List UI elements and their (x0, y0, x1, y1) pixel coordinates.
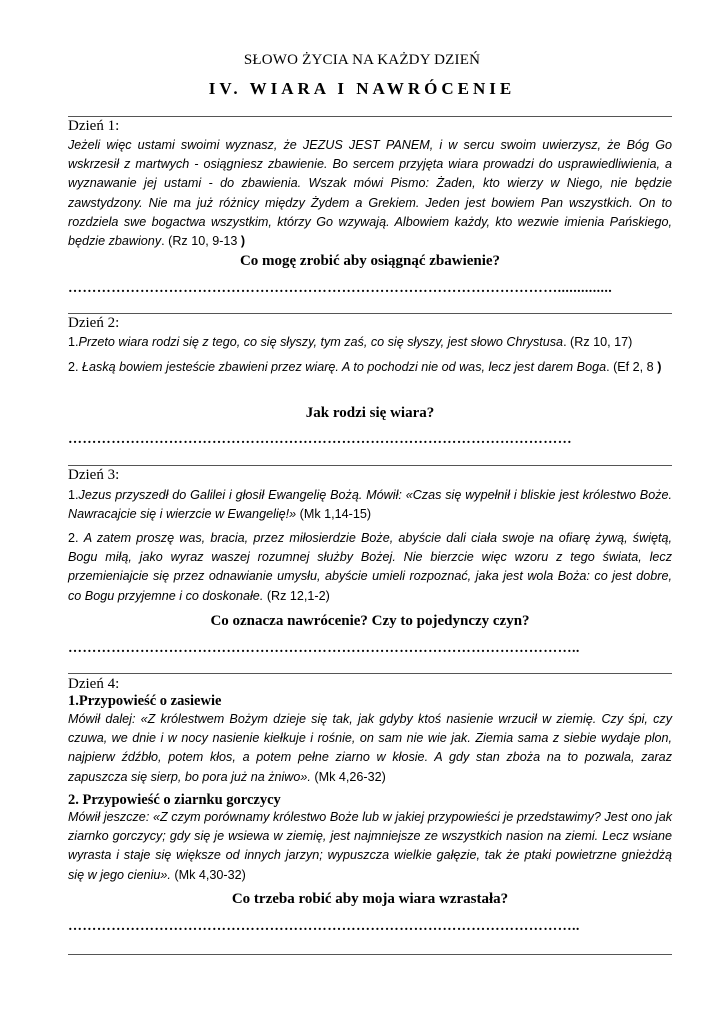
day-2-item-1-number: 1. (68, 335, 79, 349)
day-2-item-2-number: 2. (68, 360, 83, 374)
day-1-answer-line: ………………………………………………………………………………………….............. (68, 281, 613, 296)
day-2-label: Dzień 2: (68, 315, 120, 331)
day-3-item-1 (68, 486, 672, 524)
day-2-item-2-reference-close: ) (657, 360, 662, 374)
day-2-item-1-reference: . (Rz 10, 17) (563, 335, 633, 349)
day-3-item-2-number: 2. (68, 531, 84, 545)
day-4-label: Dzień 4: (68, 676, 120, 692)
day-4-parable-2-text (68, 808, 672, 885)
day-1-text (68, 136, 672, 251)
day-3-item-1-number: 1. (68, 488, 79, 502)
day-2-item-1-verse: Przeto wiara rodzi się z tego, co się słyszy, tym zaś, co się słyszy, jest słowo Chrystusa (78, 335, 564, 349)
day-3-item-2-verse: A zatem proszę was, bracia, przez miłosierdzie Boże, abyście dali ciała swoje na ofiarę żywą, świętą, Bogu miłą, jako wyraz waszej rozumnej służby Bożej. Nie bierzcie więc wzoru z tego świata, lecz przemieniajcie się przez odnawianie umysłu, abyście umieli rozpoznać, jaka jest wola Boża: co jest dobre, co Bogu przyjemne i co doskonałe. (68, 531, 672, 603)
day-2-item-1 (68, 333, 672, 352)
day-4-question: Co trzeba robić aby moja wiara wzrastała? (231, 891, 509, 907)
section-title: IV. WIARA I NAWRÓCENIE (208, 79, 516, 98)
day-1-verse: Jeżeli więc ustami swoimi wyznasz, że JEZUS JEST PANEM, i w sercu swoim uwierzysz, że Bóg Go wskrzesił z martwych - osiągniesz zbawienie. Bo sercem przyjęta wiara prowadzi do usprawiedliwienia, a wyznawanie jej ustami - do zbawienia. Wszak mówi Pismo: Żaden, kto wierzy w Niego, nie będzie zawstydzony. Nie ma już różnicy między Żydem a Grekiem. Jeden jest bowiem Pan wszystkich. On to rozdziela swe bogactwa wszystkim, którzy Go wzywają. Albowiem każdy, kto wezwie imienia Pańskiego, będzie zbawiony (68, 138, 672, 249)
day-1-label: Dzień 1: (68, 118, 120, 134)
day-4-parable-2-verse: Mówił jeszcze: «Z czym porównamy królestwo Boże lub w jakiej przypowieści je przedstawimy? Jest ono jak ziarnko gorczycy; gdy się je wsiewa w ziemię, jest najmniejsze ze wszystkich nasion na ziemi. Lecz wsiane wyrasta i staje się większe od innych jarzyn; wypuszcza wielkie gałęzie, tak że ptaki powietrzne gnieżdżą się w jego cieniu». (68, 810, 672, 882)
day-3-item-2 (68, 529, 672, 606)
divider (68, 954, 672, 955)
day-1-reference: . (Rz 10, 9-13 (161, 234, 241, 249)
day-3-item-1-verse: Jezus przyszedł do Galilei i głosił Ewangelię Bożą. Mówił: «Czas się wypełnił i bliskie jest królestwo Boże. Nawracajcie się i wierzcie w Ewangelię!» (68, 488, 672, 522)
document-title: SŁOWO ŻYCIA NA KAŻDY DZIEŃ (243, 52, 481, 68)
divider (68, 465, 672, 466)
day-4-parable-2-title: 2. Przypowieść o ziarnku gorczycy (68, 792, 281, 808)
divider (68, 116, 672, 117)
day-4-parable-1-text (68, 710, 672, 787)
day-1-reference-close: ) (240, 234, 246, 249)
day-3-item-1-reference: (Mk 1,14-15) (296, 507, 372, 522)
day-4-answer-line: …………………………………………………………………………………………….. (68, 919, 580, 934)
day-3-label: Dzień 3: (68, 467, 120, 483)
day-4-parable-1-title: 1.Przypowieść o zasiewie (68, 693, 222, 709)
divider (68, 673, 672, 674)
day-2-item-2-verse: Łaską bowiem jesteście zbawieni przez wiarę. A to pochodzi nie od was, lecz jest darem Boga (82, 360, 607, 374)
day-3-answer-line: …………………………………………………………………………………………….. (68, 641, 580, 656)
day-4-parable-2-reference: (Mk 4,30-32) (170, 867, 246, 882)
day-2-answer-line: …………………………………………………………………………………………… (68, 432, 572, 447)
day-4-parable-1-reference: (Mk 4,26-32) (310, 769, 386, 784)
day-1-question: Co mogę zrobić aby osiągnąć zbawienie? (239, 253, 501, 269)
divider (68, 313, 672, 314)
day-2-question: Jak rodzi się wiara? (305, 405, 435, 421)
day-2-item-2-reference: . (Ef 2, 8 (606, 360, 658, 374)
day-3-question: Co oznacza nawrócenie? Czy to pojedynczy czyn? (210, 613, 530, 629)
day-3-item-2-reference: (Rz 12,1-2) (263, 588, 330, 603)
day-2-item-2 (68, 358, 672, 377)
day-4-parable-1-verse: Mówił dalej: «Z królestwem Bożym dzieje się tak, jak gdyby ktoś nasienie wrzucił w ziemię. Czy śpi, czy czuwa, we dnie i w nocy nasienie kiełkuje i rośnie, on sam nie wie jak. Ziemia sama z siebie wydaje plon, najpierw źdźbło, potem kłos, a potem pełne ziarno w kłosie. A gdy stan zboża na to pozwala, zaraz zapuszcza się sierp, bo pora już na żniwo». (68, 712, 672, 784)
